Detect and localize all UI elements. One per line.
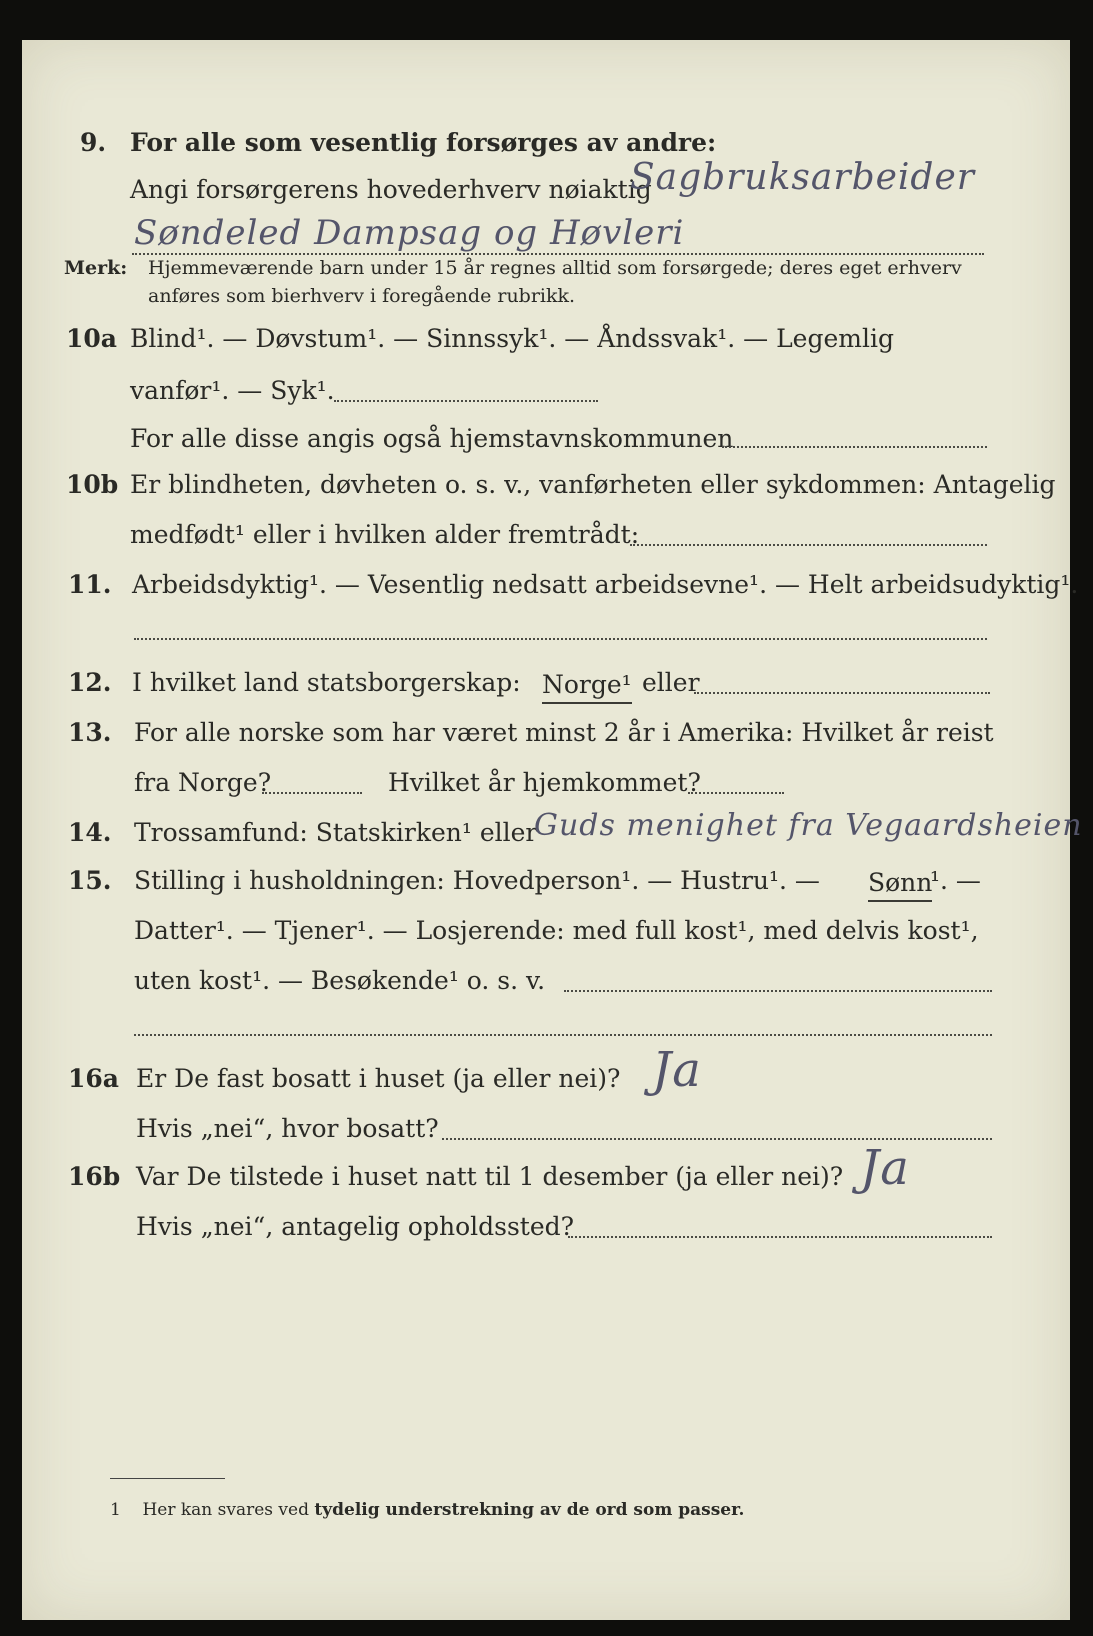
- q13-reist-line: [262, 792, 362, 794]
- q14-text: Trossamfund: Statskirken¹ eller: [134, 818, 538, 847]
- q14-row-1: [22, 808, 1083, 858]
- q15-sonn-underlined: Sønn: [868, 866, 932, 902]
- q10a-text-2: vanfør¹. — Syk¹.: [130, 376, 335, 405]
- q12-number: 12.: [68, 668, 112, 697]
- q11-text: Arbeidsdyktig¹. — Vesentlig nedsatt arbeidsevne¹. — Helt arbeidsudyktig¹.: [132, 570, 1079, 599]
- q13-hjemkommet-line: [688, 792, 784, 794]
- footnote-text-1: Her kan svares ved: [142, 1500, 309, 1520]
- q15-text-3: uten kost¹. — Besøkende¹ o. s. v.: [134, 966, 546, 995]
- footnote-rule: [110, 1478, 225, 1479]
- q15-number: 15.: [68, 866, 112, 895]
- q9-answer-line: [132, 253, 984, 255]
- q11-number: 11.: [68, 570, 112, 599]
- q16a-number: 16a: [68, 1064, 119, 1093]
- q12-norge-underlined: Norge¹: [542, 668, 632, 704]
- q13-row-1: [22, 718, 1070, 758]
- q15-extra-line: [134, 1034, 992, 1036]
- footnote-text-2: tydelig understrekning av de ord som passer.: [314, 1500, 745, 1520]
- q10a-row-2: [22, 376, 1070, 416]
- q10a-row-1: [22, 324, 1070, 364]
- q14-number: 14.: [68, 818, 112, 847]
- q10b-text-2: medfødt¹ eller i hvilken alder fremtrådt:: [130, 520, 640, 549]
- q13-row-2: [22, 768, 1070, 808]
- q10b-answer-line: [630, 544, 987, 546]
- q10a-text-3: For alle disse angis også hjemstavnskommunen: [130, 424, 734, 453]
- q9-prompt: Angi forsørgerens hovederhverv nøiaktig: [130, 175, 652, 204]
- q12-row-1: [22, 668, 1070, 708]
- q16a-text-1: Er De fast bosatt i huset (ja eller nei)?: [136, 1064, 621, 1093]
- q10b-text-1: Er blindheten, døvheten o. s. v., vanførheten eller sykdommen: Antagelig: [130, 470, 1056, 499]
- q16b-row-2: [22, 1212, 1070, 1252]
- q12-text: I hvilket land statsborgerskap:: [132, 668, 521, 697]
- q10a-number: 10a: [66, 324, 117, 353]
- q15-row-1: [22, 866, 1070, 906]
- q15-text-1a: Stilling i husholdningen: Hovedperson¹. — Hustru¹. —: [134, 866, 820, 895]
- q16a-row-1: [22, 1042, 1070, 1104]
- merk-row-2: [22, 285, 1070, 325]
- q10b-row-2: [22, 520, 1070, 560]
- q10a-syk-line: [334, 400, 598, 402]
- q16a-answer: Ja: [652, 1042, 702, 1098]
- footnote-mark: 1: [110, 1500, 121, 1520]
- q10a-kommune-line: [722, 446, 987, 448]
- q16b-text-1: Var De tilstede i huset natt til 1 desember (ja eller nei)?: [136, 1162, 844, 1191]
- q13-text-2a: fra Norge?: [134, 768, 272, 797]
- q9-answer-employer: Søndeled Dampsag og Høvleri: [134, 213, 685, 253]
- q9-row-2: [22, 157, 1070, 215]
- q10b-row-1: [22, 470, 1070, 510]
- q16b-text-2: Hvis „nei“, antagelig opholdssted?: [136, 1212, 575, 1241]
- q15-row-2: [22, 916, 1070, 956]
- q16b-row-1: [22, 1140, 1070, 1202]
- q15-row-3: [22, 966, 1070, 1006]
- q10a-text-1: Blind¹. — Døvstum¹. — Sinnssyk¹. — Åndssvak¹. — Legemlig: [130, 324, 894, 353]
- q9-number: 9.: [80, 128, 107, 157]
- q9-answer-occupation: Sagbruksarbeider: [630, 157, 975, 198]
- footnote: [110, 1500, 744, 1520]
- q16b-answer-line: [568, 1236, 992, 1238]
- q11-row-1: [22, 570, 1079, 610]
- q12-answer-line: [694, 692, 990, 694]
- q9-row-3: [22, 215, 1070, 255]
- census-form-page: [22, 40, 1083, 1620]
- q15-answer-line: [564, 990, 992, 992]
- q10b-number: 10b: [66, 470, 119, 499]
- q13-text-2b: Hvilket år hjemkommet?: [388, 768, 701, 797]
- q14-answer-congregation: Guds menighet fra Vegaardsheien: [534, 808, 1083, 843]
- q13-number: 13.: [68, 718, 112, 747]
- merk-text-1: Hjemmeværende barn under 15 år regnes alltid som forsørgede; deres eget erhverv: [148, 257, 962, 279]
- q10a-row-3: [22, 424, 1070, 464]
- q9-question: For alle som vesentlig forsørges av andre:: [130, 128, 717, 157]
- q16b-answer: Ja: [860, 1140, 910, 1196]
- q15-text-2: Datter¹. — Tjener¹. — Losjerende: med full kost¹, med delvis kost¹,: [134, 916, 979, 945]
- q16b-number: 16b: [68, 1162, 121, 1191]
- q15-text-1c: ¹. —: [930, 866, 981, 895]
- merk-text-2: anføres som bierhverv i foregående rubrikk.: [148, 285, 576, 307]
- q12-eller: eller: [642, 668, 700, 697]
- q16a-text-2: Hvis „nei“, hvor bosatt?: [136, 1114, 439, 1143]
- q16a-row-2: [22, 1114, 1070, 1154]
- merk-label: Merk:: [64, 257, 128, 279]
- q11-answer-line: [134, 638, 987, 640]
- q13-text-1: For alle norske som har været minst 2 år i Amerika: Hvilket år reist: [134, 718, 994, 747]
